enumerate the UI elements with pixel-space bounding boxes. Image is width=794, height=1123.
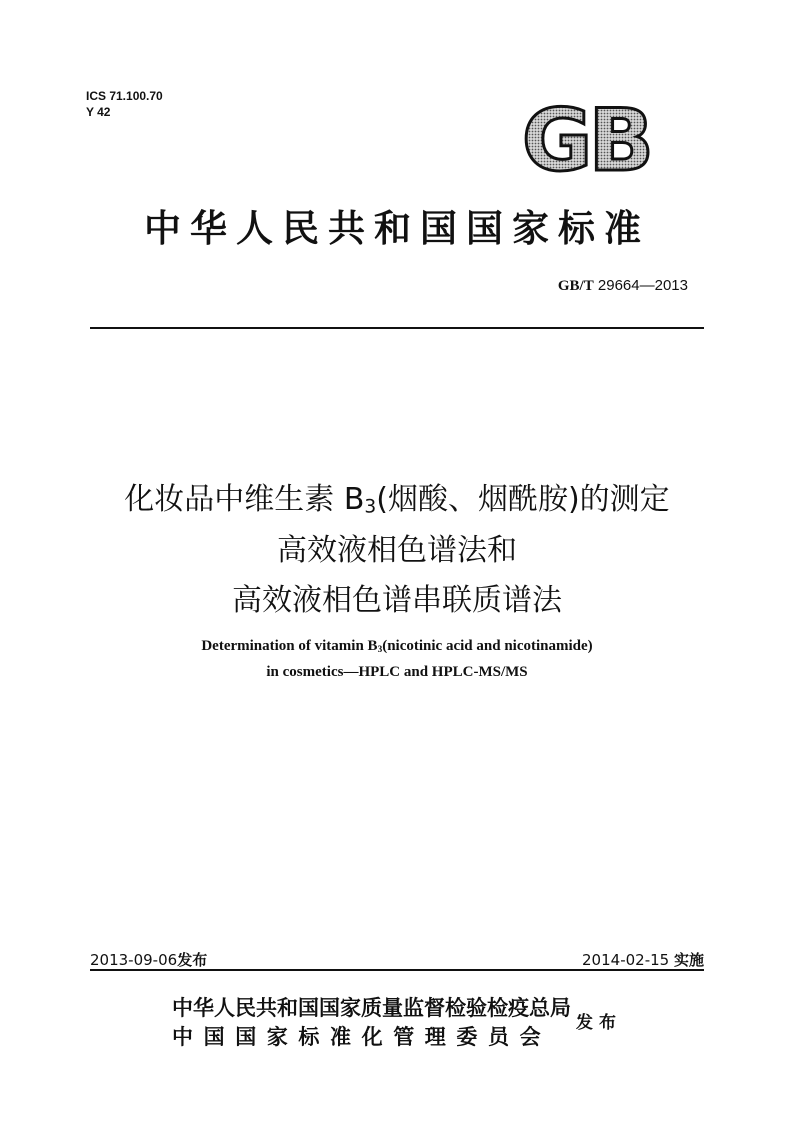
publish-label: 发布 <box>177 951 208 969</box>
cn-title-line1-pre: 化妆品中维生素 B <box>124 482 365 517</box>
gb-logo-text: GB <box>521 100 651 178</box>
implement-date-value: 2014-02-15 <box>582 951 670 969</box>
en-title-line1-post: (nicotinic acid and nicotinamide) <box>382 638 593 654</box>
implement-date <box>582 949 704 970</box>
bottom-divider <box>90 969 704 971</box>
cn-title-line2: 高效液相色谱法和 <box>277 533 517 568</box>
issuer-sac: 中国国家标准化管理委员会 <box>172 1025 552 1049</box>
ccs-code: Y 42 <box>86 105 111 119</box>
implement-label: 实施 <box>673 951 704 969</box>
standard-code: GB/T <box>557 278 594 294</box>
standard-number <box>558 277 688 295</box>
ics-code: ICS 71.100.70 <box>86 89 163 103</box>
en-title-line1 <box>60 638 734 655</box>
publish-date <box>90 949 207 970</box>
gb-logo-graphic <box>510 100 662 178</box>
issued-label: 发布 <box>576 1013 622 1033</box>
cn-title-line1 <box>60 474 734 518</box>
classification-codes <box>86 88 163 120</box>
gb-logo <box>510 100 662 178</box>
top-divider <box>90 327 704 329</box>
cn-title-line3: 高效液相色谱串联质谱法 <box>232 583 562 618</box>
standard-number-value: 29664—2013 <box>597 277 688 294</box>
en-title-subscript: 3 <box>377 644 383 655</box>
issuer-aqsiq: 中华人民共和国国家质量监督检验检疫总局 <box>172 996 571 1020</box>
en-title-line1-pre: Determination of vitamin B <box>201 638 378 654</box>
standard-title: 中华人民共和国国家标准 <box>144 207 650 250</box>
cn-title-subscript: 3 <box>364 496 377 518</box>
cn-title-line1-post: (烟酸、烟酰胺)的测定 <box>376 482 670 517</box>
en-title-line2: in cosmetics—HPLC and HPLC-MS/MS <box>266 664 528 680</box>
publish-date-value: 2013-09-06 <box>90 951 178 969</box>
